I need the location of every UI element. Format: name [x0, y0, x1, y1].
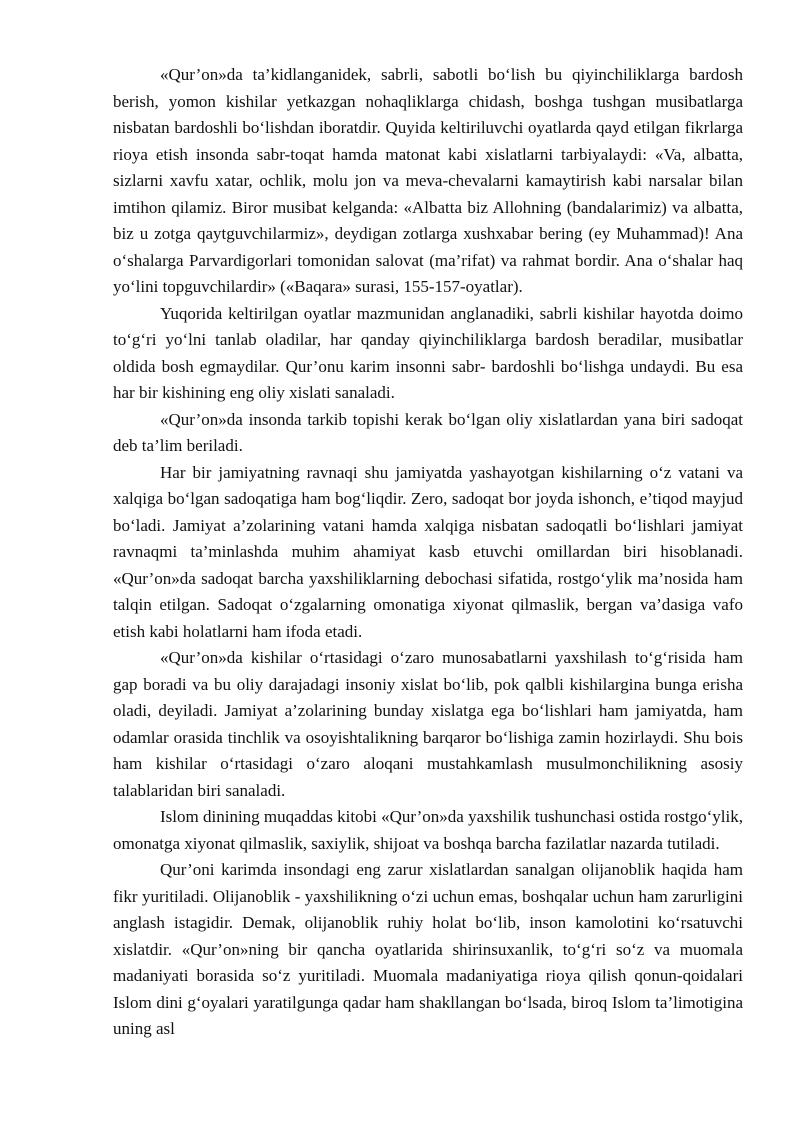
- paragraph-loyalty-intro: «Qur’on»da insonda tarkib topishi kerak bo‘lgan oliy xislatlardan yana biri sadoqat deb ta’lim beriladi.: [113, 409, 743, 455]
- paragraph-patience-meaning: Yuqorida keltirilgan oyatlar mazmunidan anglanadiki, sabrli kishilar hayotda doimo to‘g‘ri yo‘lni tanlab oladilar, har qanday qiyinchiliklarga bardosh beradilar, musibatlar oldida bosh egmaydilar. Qur’onu karim insonni sabr- bardoshli bo‘lishga undaydi. Bu esa har bir kishining eng oliy xislati sanaladi.: [113, 303, 743, 402]
- paragraph-patience: «Qur’on»da ta’kidlanganidek, sabrli, sabotli bo‘lish bu qiyinchiliklarga bardosh berish, yomon kishilar yetkazgan nohaqliklarga chidash, boshga tushgan musibatlarga nisbatan bardoshli bo‘lishdan iboratdir. Quyida keltiriluvchi oyatlarda qayd etilgan fikrlarga rioya etish insonda sabr-toqat hamda matonat kabi xislatlarni tarbiyalaydi: «Va, albatta, sizlarni xavfu xatar, ochlik, molu jon va meva-chevalarni kamaytirish kabi narsalar bilan imtihon qilamiz. Biror musibat kelganda: «Albatta biz Allohning (bandalarimiz) va albatta, biz u zotga qaytguvchilarmiz», deydigan zotlarga xushxabar bering (ey Muhammad)! Ana o‘shalarga Parvardigorlari tomonidan salovat (ma’rifat) va rahmat bordir. Ana o‘shalar haq yo‘lini topguvchilardir» («Baqara» surasi, 155-157-oyatlar).: [113, 65, 743, 296]
- paragraph-goodness: Islom dinining muqaddas kitobi «Qur’on»da yaxshilik tushunchasi ostida rostgo‘ylik, omonatga xiyonat qilmaslik, saxiylik, shijoat va boshqa barcha fazilatlar nazarda tutiladi.: [113, 807, 743, 853]
- paragraph-relations: «Qur’on»da kishilar o‘rtasidagi o‘zaro munosabatlarni yaxshilash to‘g‘risida ham gap boradi va bu oliy darajadagi insoniy xislat bo‘lib, pok qalbli kishilargina bunga erisha oladi, deyiladi. Jamiyat a’zolarining bunday xislatga ega bo‘lishlari ham jamiyatda, ham odamlar orasida tinchlik va osoyishtalikning barqaror bo‘lishiga zamin hozirlaydi. Shu bois ham kishilar o‘rtasidagi o‘zaro aloqani mustahkamlash musulmonchilikning asosiy talablaridan biri sanaladi.: [113, 648, 743, 800]
- paragraph-loyalty: Har bir jamiyatning ravnaqi shu jamiyatda yashayotgan kishilarning o‘z vatani va xalqiga bo‘lgan sadoqatiga ham bog‘liqdir. Zero, sadoqat bor joyda ishonch, e’tiqod mayjud bo‘ladi. Jamiyat a’zolarining vatani hamda xalqiga nisbatan sadoqatli bo‘lishlari jamiyat ravnaqmi ta’minlashda muhim ahamiyat kasb etuvchi omillardan biri hisoblanadi. «Qur’on»da sadoqat barcha yaxshiliklarning debochasi sifatida, rostgo‘ylik ma’nosida ham talqin etilgan. Sadoqat o‘zgalarning omonatiga xiyonat qilmaslik, bergan va’dasiga vafo etish kabi holatlarni ham ifoda etadi.: [113, 462, 743, 641]
- document-page: [113, 62, 743, 1043]
- paragraph-nobility: Qur’oni karimda insondagi eng zarur xislatlardan sanalgan olijanoblik haqida ham fikr yuritiladi. Olijanoblik - yaxshilikning o‘zi uchun emas, boshqalar uchun ham zarurligini anglash istagidir. Demak, olijanoblik ruhiy holat bo‘lib, inson kamolotini ko‘rsatuvchi xislatdir. «Qur’on»ning bir qancha oyatlarida shirinsuxanlik, to‘g‘ri so‘z va muomala madaniyati borasida so‘z yuritiladi. Muomala madaniyatiga rioya qilish qonun-qoidalari Islom dini g‘oyalari yaratilgunga qadar ham shakllangan bo‘lsada, biroq Islom ta’limotigina uning asl: [113, 860, 743, 1038]
